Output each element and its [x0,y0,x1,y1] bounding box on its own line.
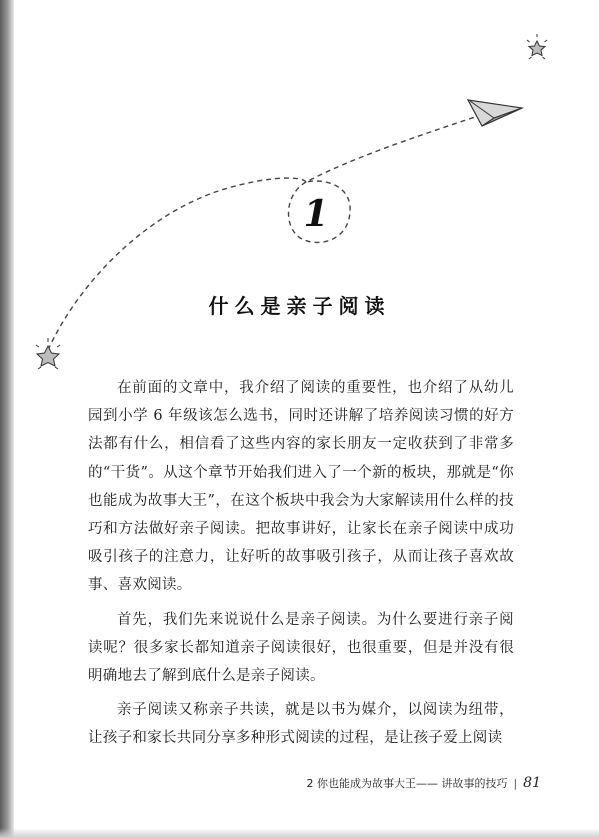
page-number: 81 [523,775,541,791]
footer-separator: | [513,776,518,790]
page-footer [306,775,541,791]
body-text [88,374,514,759]
star-icon [527,34,547,59]
chapter-number: 1 [303,193,329,235]
running-title: 2 你也能成为故事大王—— 讲故事的技巧 [306,777,508,790]
paper-plane-icon [468,100,522,126]
page-bottom-shadow [0,828,599,838]
chapter-title: 什么是亲子阅读 [208,294,391,318]
paragraph: 在前面的文章中，我介绍了阅读的重要性，也介绍了从幼儿园到小学 6 年级该怎么选书，同时还讲解了培养阅读习惯的好方法都有什么，相信看了这些内容的家长朋友一定收获到了非常多的“干货”。从这个章节开始我们进入了一个新的板块，那就是“你也能成为故事大王”，在这个板块中我会为大家解读用什么样的技巧和方法做好亲子阅读。把故事讲好，让家长在亲子阅读中成功吸引孩子的注意力，让好听的故事吸引孩子，从而让孩子喜欢故事、喜欢阅读。 [88,380,514,594]
paragraph: 首先，我们先来说说什么是亲子阅读。为什么要进行亲子阅读呢？很多家长都知道亲子阅读很好，也很重要，但是并没有很明确地去了解到底什么是亲子阅读。 [88,611,514,685]
star-icon [36,338,60,369]
paragraph: 亲子阅读又称亲子共读，就是以书为媒介，以阅读为纽带，让孩子和家长共同分享多种形式阅读的过程，是让孩子爱上阅读 [88,702,514,747]
